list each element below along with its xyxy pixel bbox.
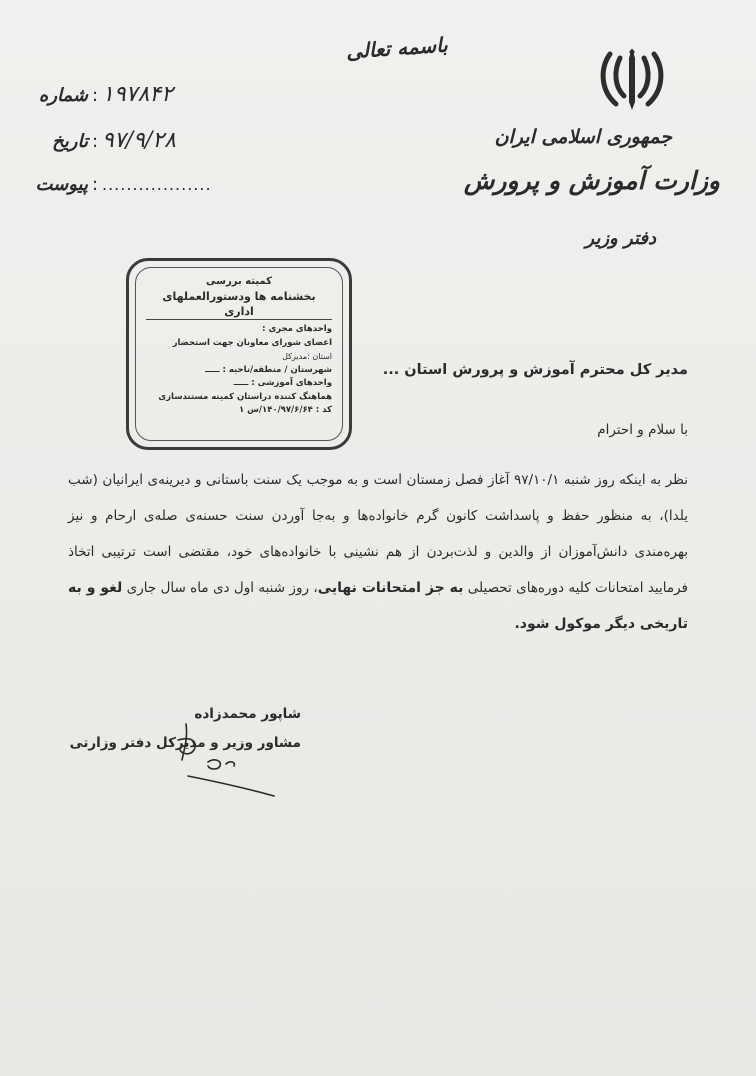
stamp-code-line: کد : ۱۴۰/۹۷/۶/۶۴/س ۱ bbox=[239, 405, 332, 415]
colon: : bbox=[91, 85, 99, 106]
stamp-line: واحدهای آموزشی : ـــــ bbox=[233, 378, 332, 388]
letter-date-row bbox=[40, 128, 250, 174]
stamp-line: اعضای شورای معاونان جهت استحضار bbox=[172, 337, 332, 348]
letter-addressee: مدیر کل محترم آموزش و پرورش استان ... bbox=[382, 362, 688, 378]
gov-name-line: جمهوری اسلامی ایران bbox=[494, 126, 672, 148]
letter-number-row bbox=[40, 82, 250, 128]
body-text: نظر به اینکه روز شنبه ۹۷/۱۰/۱ آغاز فصل زمستان است و به موجب یک سنت باستانی و دیرینه‌ی ایرانیان (شب یلدا)، به منظور حفظ و پاسداشت کانون گرم خانواده‌ها و به‌جا آوردن سنت حسنه‌ی صله‌ی ارحام و نیز بهره‌مندی دانش‌آموزان از والدین و لذت‌بردن از هم نشینی با خانواده‌های خود، مقتضی است ترتیبی اتخاذ فرمایید امتحانات کلیه دوره‌های تحصیلی bbox=[68, 472, 688, 596]
handwritten-signature bbox=[168, 716, 280, 802]
letter-attachment-row bbox=[35, 174, 250, 220]
letter-greeting: با سلام و احترام bbox=[597, 422, 688, 438]
number-label: شماره bbox=[38, 85, 88, 106]
colon: : bbox=[91, 174, 99, 195]
date-value: ۹۷/۹/۲۸ bbox=[102, 128, 176, 153]
body-emphasis: به جز امتحانات نهایی bbox=[317, 580, 464, 596]
stamp-line: شهرستان / منطقه/ناحیه : ـــــ bbox=[205, 364, 332, 375]
office-name-line: دفتر وزیر bbox=[585, 228, 656, 249]
letter-body bbox=[68, 462, 688, 642]
attachment-label: پیوست bbox=[35, 174, 88, 195]
stamp-inner-frame bbox=[135, 267, 343, 441]
stamp-line: واحدهای مجری : bbox=[262, 324, 332, 334]
body-emphasis: لغو و به تاریخی دیگر موکول شود. bbox=[68, 580, 688, 632]
bismillah-heading: باسمه تعالی bbox=[345, 32, 449, 64]
stamp-line: استان :مدیرکل bbox=[282, 352, 332, 361]
review-committee-stamp bbox=[126, 258, 352, 450]
stamp-subtitle: بخشنامه ها ودستورالعملهای اداری bbox=[146, 289, 332, 320]
letter-meta bbox=[35, 82, 250, 220]
ministry-name-line: وزارت آموزش و پرورش bbox=[463, 166, 720, 195]
date-label: تاریخ bbox=[52, 131, 88, 152]
signer-name: شاپور محمدزاده bbox=[194, 706, 301, 722]
number-value: ۱۹۷۸۴۲ bbox=[102, 82, 173, 107]
colon: : bbox=[91, 131, 99, 152]
attachment-value: .................. bbox=[102, 175, 212, 194]
body-text: ، روز شنبه اول دی ماه سال جاری bbox=[122, 580, 318, 596]
signer-title: مشاور وزیر و مدیرکل دفتر وزارتی bbox=[69, 735, 301, 751]
iran-emblem-icon bbox=[596, 44, 668, 116]
stamp-title: کمیته بررسی bbox=[206, 276, 272, 287]
stamp-line: هماهنگ کننده دراستان کمیته مستندسازی bbox=[158, 391, 332, 402]
